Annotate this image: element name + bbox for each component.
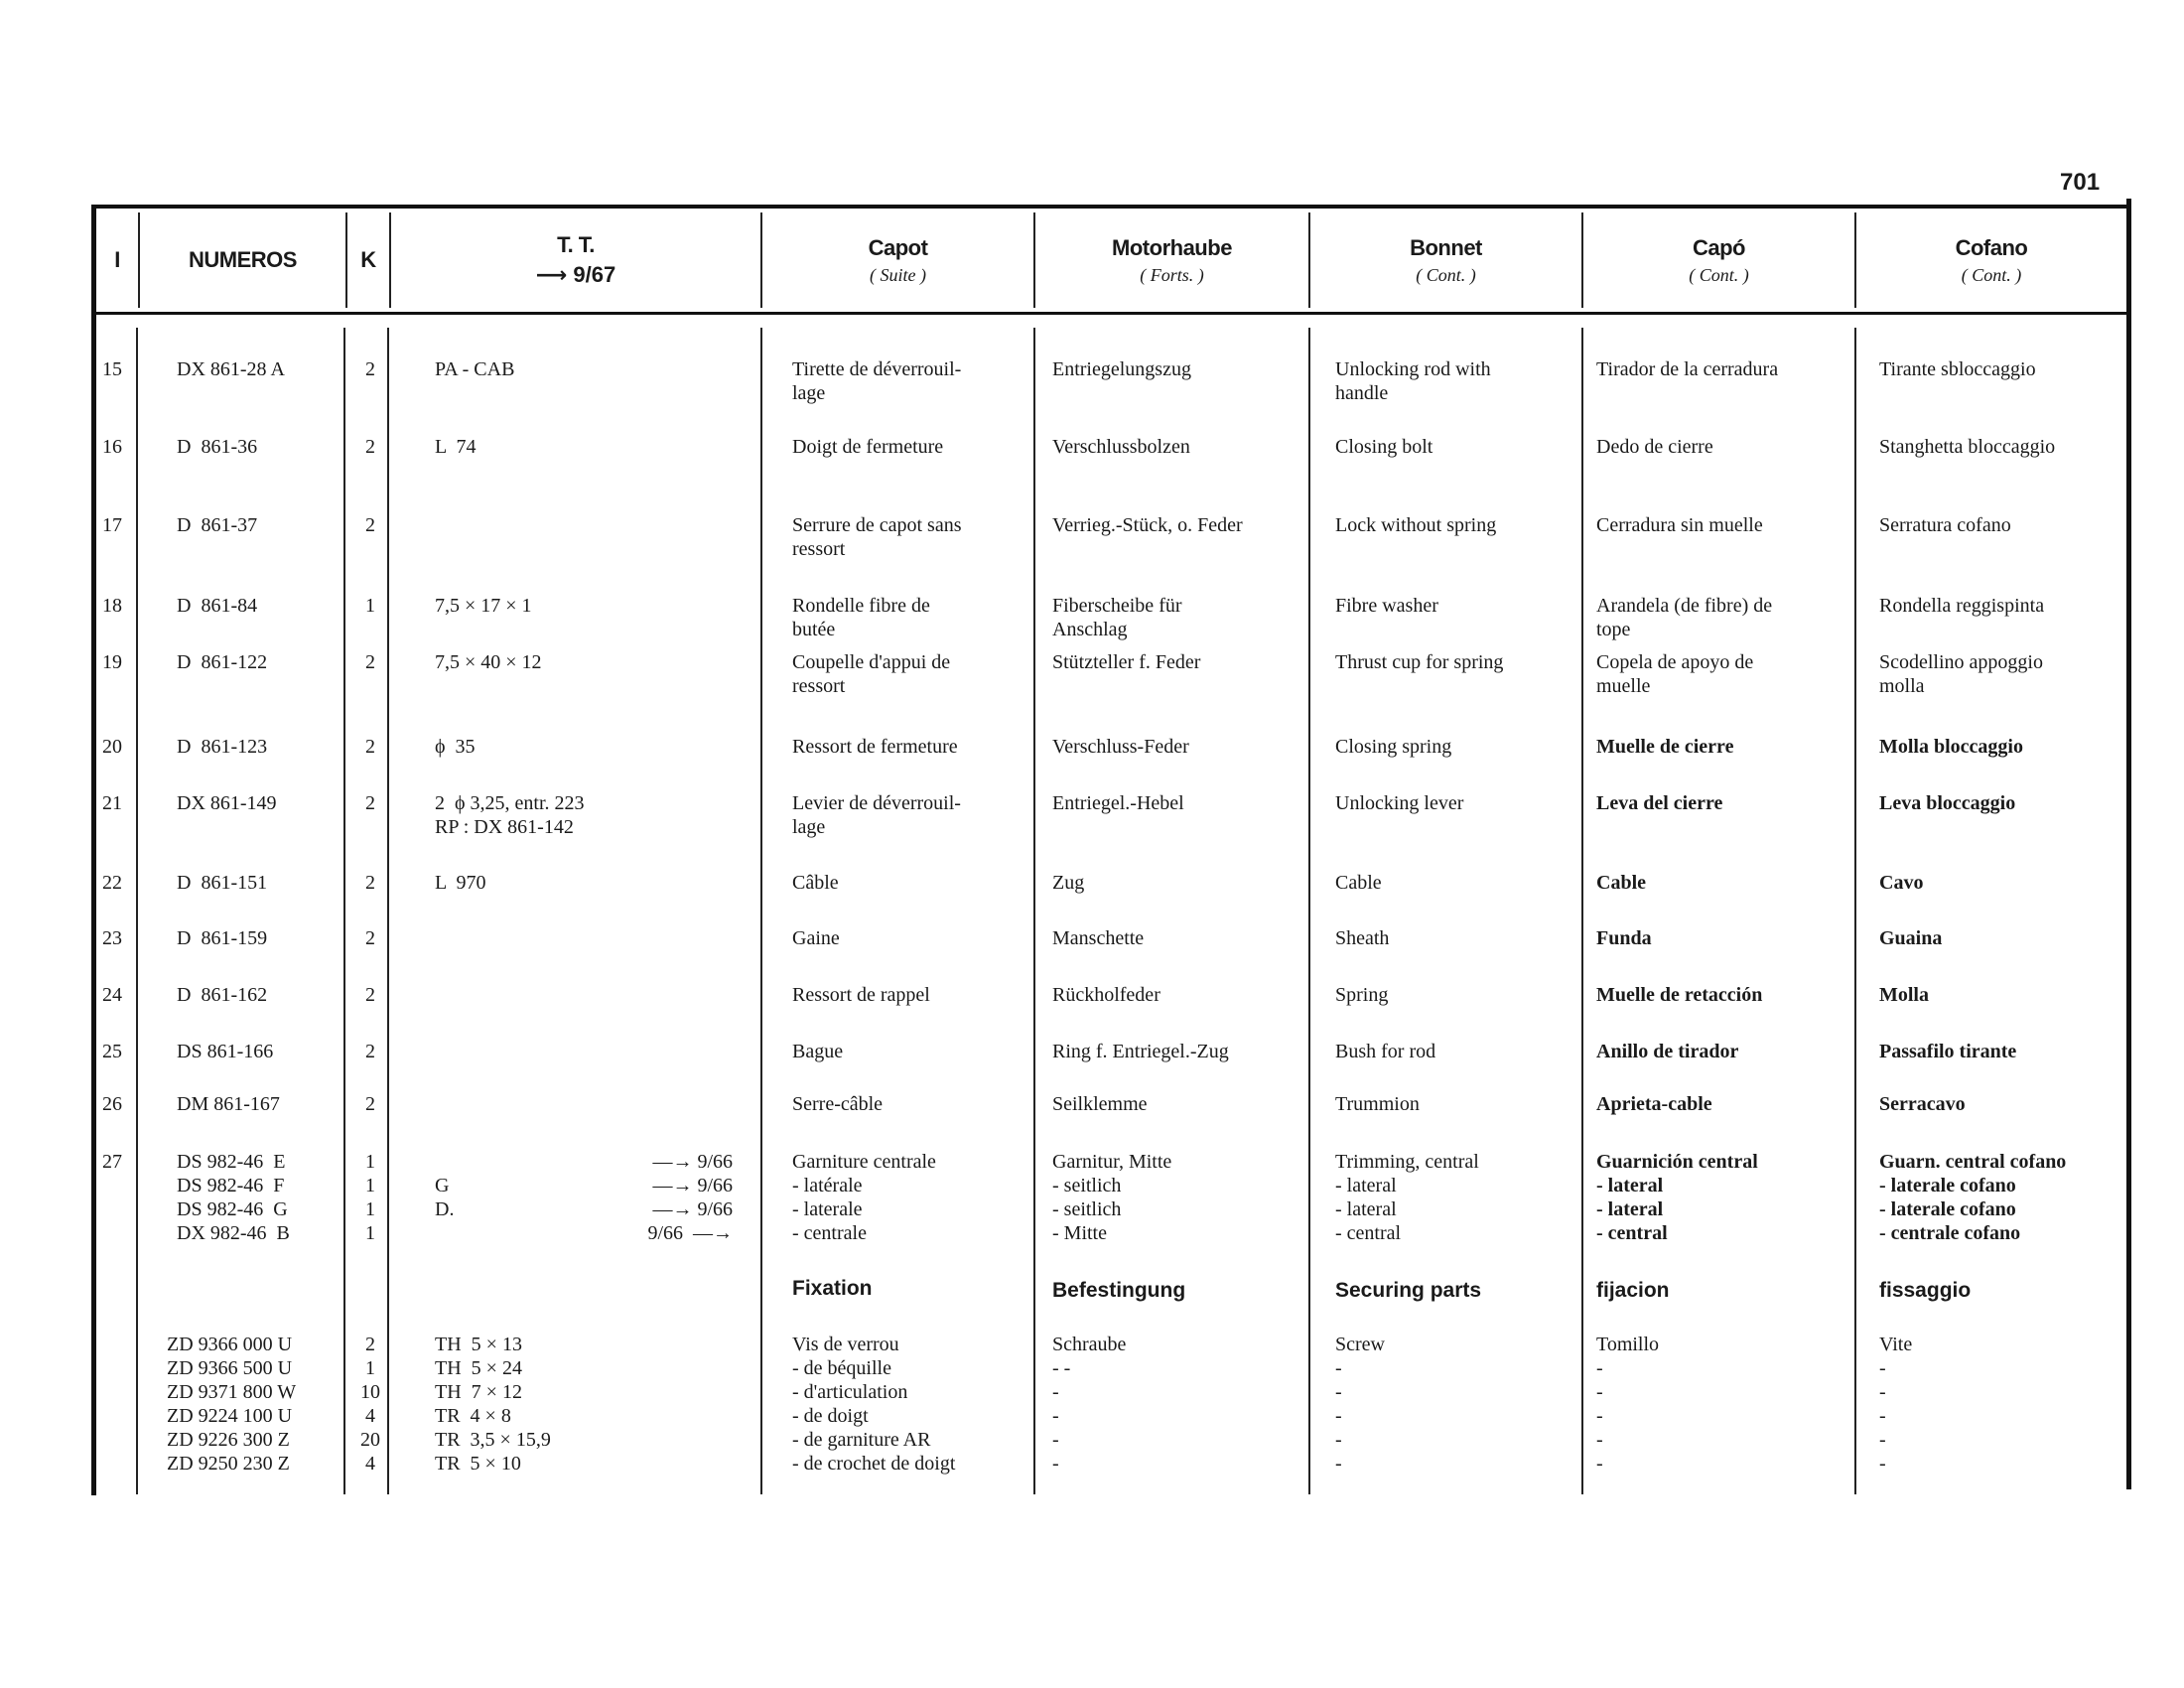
- row-french: Câble: [792, 872, 839, 894]
- row-french: Serrure de capot sans ressort: [792, 514, 962, 560]
- column-divider: [387, 328, 389, 1494]
- row-quantity: 2: [365, 792, 375, 814]
- row-tt-dimensions: TH 5 × 13 TH 5 × 24 TH 7 × 12 TR 4 × 8 TR 3,5 × 15,9 TR 5 × 10: [435, 1334, 551, 1475]
- row-german: Schraube - - - - - -: [1052, 1334, 1127, 1475]
- row-spanish: Cerradura sin muelle: [1596, 514, 1763, 536]
- row-french: Rondelle fibre de butée: [792, 595, 930, 640]
- section-german: Befestingung: [1052, 1279, 1186, 1302]
- section-english: Securing parts: [1335, 1279, 1482, 1302]
- column-divider: [1854, 328, 1856, 1494]
- row-index: 26: [102, 1093, 122, 1115]
- section-spanish: fijacion: [1596, 1279, 1670, 1302]
- row-italian: Guarn. central cofano - laterale cofano - laterale cofano - centrale cofano: [1879, 1151, 2067, 1244]
- row-italian: Leva bloccaggio: [1879, 792, 2016, 814]
- row-spanish: Arandela (de fibre) de tope: [1596, 595, 1773, 640]
- row-french: Garniture centrale - latérale - laterale - centrale: [792, 1151, 936, 1244]
- row-spanish: Funda: [1596, 927, 1652, 949]
- row-french: Gaine: [792, 927, 840, 949]
- row-spanish: Aprieta-cable: [1596, 1093, 1712, 1115]
- row-german: Stützteller f. Feder: [1052, 651, 1201, 673]
- row-index: 21: [102, 792, 122, 814]
- row-german: Ring f. Entriegel.-Zug: [1052, 1041, 1229, 1062]
- row-tt: 7,5 × 17 × 1: [435, 595, 532, 617]
- row-quantity: 2: [365, 1041, 375, 1062]
- header-rule: [95, 312, 2130, 315]
- row-french: Bague: [792, 1041, 844, 1062]
- row-english: Thrust cup for spring: [1335, 651, 1504, 673]
- header-german-sub: ( Forts. ): [1140, 264, 1204, 285]
- frame-left-rule: [91, 205, 96, 1495]
- header-tt-date: 9/67: [573, 262, 616, 287]
- frame-top-rule: [91, 205, 2131, 209]
- row-english: Bush for rod: [1335, 1041, 1436, 1062]
- row-quantity: 2: [365, 984, 375, 1006]
- header-spanish-sub: ( Cont. ): [1689, 264, 1749, 285]
- header-french: [762, 212, 1033, 308]
- row-english: Screw - - - - -: [1335, 1334, 1385, 1475]
- header-english: [1310, 212, 1581, 308]
- row-italian: Scodellino appoggio molla: [1879, 651, 2043, 697]
- row-german: Zug: [1052, 872, 1085, 894]
- row-index: 24: [102, 984, 122, 1006]
- header-tt: [391, 212, 760, 308]
- row-part-number: D 861-151: [177, 872, 268, 894]
- row-italian: Passafilo tirante: [1879, 1041, 2017, 1062]
- row-quantity: 2: [365, 436, 375, 458]
- header-tt-title: T. T.: [557, 232, 595, 257]
- section-french: Fixation: [792, 1277, 873, 1300]
- header-spanish-title: Capó: [1693, 234, 1745, 260]
- header-german-title: Motorhaube: [1112, 234, 1232, 260]
- row-index: 18: [102, 595, 122, 617]
- row-quantities: 2 1 10 4 20 4: [360, 1334, 380, 1475]
- row-italian: Serracavo: [1879, 1093, 1966, 1115]
- header-k: [347, 212, 389, 308]
- header-german: [1035, 212, 1308, 308]
- row-tt: L 970: [435, 872, 486, 894]
- row-part-number: DS 861-166: [177, 1041, 274, 1062]
- row-spanish: Muelle de retacción: [1596, 984, 1763, 1006]
- row-english: Cable: [1335, 872, 1382, 894]
- row-french: Doigt de fermeture: [792, 436, 944, 458]
- row-italian: Vite - - - - -: [1879, 1334, 1913, 1475]
- row-part-number: D 861-162: [177, 984, 268, 1006]
- row-german: Verschlussbolzen: [1052, 436, 1190, 458]
- row-part-number: D 861-84: [177, 595, 258, 617]
- row-spanish: Leva del cierre: [1596, 792, 1723, 814]
- row-german: Manschette: [1052, 927, 1145, 949]
- row-quantity: 2: [365, 872, 375, 894]
- header-french-sub: ( Suite ): [870, 264, 926, 285]
- column-divider: [760, 328, 762, 1494]
- row-german: Verrieg.-Stück, o. Feder: [1052, 514, 1243, 536]
- row-part-number: D 861-123: [177, 736, 268, 758]
- row-tt: 2 ϕ 3,25, entr. 223 RP : DX 861-142: [435, 792, 585, 838]
- header-tt-date-line: [536, 262, 615, 288]
- row-part-numbers: DS 982-46 E DS 982-46 F DS 982-46 G DX 982-46 B: [177, 1151, 290, 1244]
- row-index: 27: [102, 1151, 122, 1173]
- row-quantity: 2: [365, 1093, 375, 1115]
- row-index: 15: [102, 358, 122, 380]
- row-index: 16: [102, 436, 122, 458]
- row-german: Entriegelungszug: [1052, 358, 1191, 380]
- row-quantity: 1: [365, 595, 375, 617]
- row-french: Ressort de rappel: [792, 984, 930, 1006]
- row-part-number: DM 861-167: [177, 1093, 280, 1115]
- row-index: 20: [102, 736, 122, 758]
- row-quantity: 2: [365, 927, 375, 949]
- row-italian: Serratura cofano: [1879, 514, 2011, 536]
- header-english-title: Bonnet: [1410, 234, 1482, 260]
- row-german: Rückholfeder: [1052, 984, 1160, 1006]
- row-part-number: D 861-36: [177, 436, 258, 458]
- row-spanish: Cable: [1596, 872, 1646, 894]
- row-quantity: 2: [365, 651, 375, 673]
- row-quantity: 2: [365, 736, 375, 758]
- header-french-title: Capot: [868, 234, 928, 260]
- row-french: Ressort de fermeture: [792, 736, 958, 758]
- header-index-label: I: [114, 247, 120, 272]
- row-english: Closing bolt: [1335, 436, 1433, 458]
- arrow-right-icon: ⟶: [535, 262, 574, 287]
- row-tt: PA - CAB: [435, 358, 515, 380]
- row-french: Vis de verrou - de béquille - d'articulation - de doigt - de garniture AR - de crochet de doigt: [792, 1334, 956, 1475]
- row-english: Unlocking lever: [1335, 792, 1464, 814]
- row-spanish: Guarnición central - lateral - lateral - central: [1596, 1151, 1758, 1244]
- row-tt: L 74: [435, 436, 477, 458]
- column-divider: [1033, 328, 1035, 1494]
- row-part-number: D 861-122: [177, 651, 268, 673]
- row-french: Coupelle d'appui de ressort: [792, 651, 951, 697]
- row-italian: Rondella reggispinta: [1879, 595, 2045, 617]
- row-index: 19: [102, 651, 122, 673]
- row-index: 25: [102, 1041, 122, 1062]
- row-index: 22: [102, 872, 122, 894]
- row-french: Levier de déverrouil- lage: [792, 792, 961, 838]
- column-divider: [1308, 328, 1310, 1494]
- row-italian: Cavo: [1879, 872, 1924, 894]
- row-tt: ϕ 35: [435, 736, 476, 758]
- row-french: Tirette de déverrouil- lage: [792, 358, 962, 404]
- row-tt-dates: —→ 9/66 —→ 9/66 —→ 9/66 9/66 —→: [647, 1151, 733, 1244]
- header-italian: [1856, 212, 2126, 308]
- row-german: Garnitur, Mitte - seitlich - seitlich - Mitte: [1052, 1151, 1172, 1244]
- row-english: Lock without spring: [1335, 514, 1497, 536]
- header-english-sub: ( Cont. ): [1416, 264, 1476, 285]
- row-part-number: DX 861-149: [177, 792, 277, 814]
- row-german: Seilklemme: [1052, 1093, 1148, 1115]
- row-english: Closing spring: [1335, 736, 1452, 758]
- frame-right-rule: [2126, 199, 2131, 1489]
- row-part-number: D 861-37: [177, 514, 258, 536]
- row-spanish: Muelle de cierre: [1596, 736, 1734, 758]
- column-divider: [343, 328, 345, 1494]
- column-divider: [136, 328, 138, 1494]
- row-english: Fibre washer: [1335, 595, 1438, 617]
- header-numeros: [140, 212, 345, 308]
- header-index: [96, 212, 138, 308]
- row-quantity: 2: [365, 358, 375, 380]
- row-spanish: Tomillo - - - - -: [1596, 1334, 1660, 1475]
- header-italian-title: Cofano: [1955, 234, 2028, 260]
- row-english: Trimming, central - lateral - lateral - central: [1335, 1151, 1479, 1244]
- row-english: Spring: [1335, 984, 1389, 1006]
- row-english: Unlocking rod with handle: [1335, 358, 1491, 404]
- row-english: Sheath: [1335, 927, 1390, 949]
- row-spanish: Tirador de la cerradura: [1596, 358, 1779, 380]
- header-italian-sub: ( Cont. ): [1961, 264, 2022, 285]
- row-spanish: Anillo de tirador: [1596, 1041, 1739, 1062]
- row-index: 17: [102, 514, 122, 536]
- row-italian: Guaina: [1879, 927, 1943, 949]
- header-k-label: K: [360, 247, 376, 272]
- row-index: 23: [102, 927, 122, 949]
- row-italian: Stanghetta bloccaggio: [1879, 436, 2056, 458]
- row-quantities: 1 1 1 1: [365, 1151, 375, 1244]
- row-french: Serre-câble: [792, 1093, 884, 1115]
- row-spanish: Dedo de cierre: [1596, 436, 1713, 458]
- row-part-number: DX 861-28 A: [177, 358, 285, 380]
- row-spanish: Copela de apoyo de muelle: [1596, 651, 1754, 697]
- row-german: Verschluss-Feder: [1052, 736, 1189, 758]
- row-italian: Molla bloccaggio: [1879, 736, 2023, 758]
- row-part-number: D 861-159: [177, 927, 268, 949]
- row-italian: Molla: [1879, 984, 1929, 1006]
- column-divider: [1581, 328, 1583, 1494]
- page-number: 701: [2060, 169, 2101, 196]
- row-english: Trummion: [1335, 1093, 1420, 1115]
- row-german: Fiberscheibe für Anschlag: [1052, 595, 1182, 640]
- row-tt-variants: G D.: [435, 1175, 455, 1220]
- row-tt: 7,5 × 40 × 12: [435, 651, 542, 673]
- row-part-numbers: ZD 9366 000 U ZD 9366 500 U ZD 9371 800 W ZD 9224 100 U ZD 9226 300 Z ZD 9250 230 Z: [167, 1334, 297, 1475]
- row-german: Entriegel.-Hebel: [1052, 792, 1184, 814]
- row-quantity: 2: [365, 514, 375, 536]
- header-numeros-label: NUMEROS: [189, 247, 297, 272]
- header-spanish: [1583, 212, 1854, 308]
- row-italian: Tirante sbloccaggio: [1879, 358, 2036, 380]
- section-italian: fissaggio: [1879, 1279, 1972, 1302]
